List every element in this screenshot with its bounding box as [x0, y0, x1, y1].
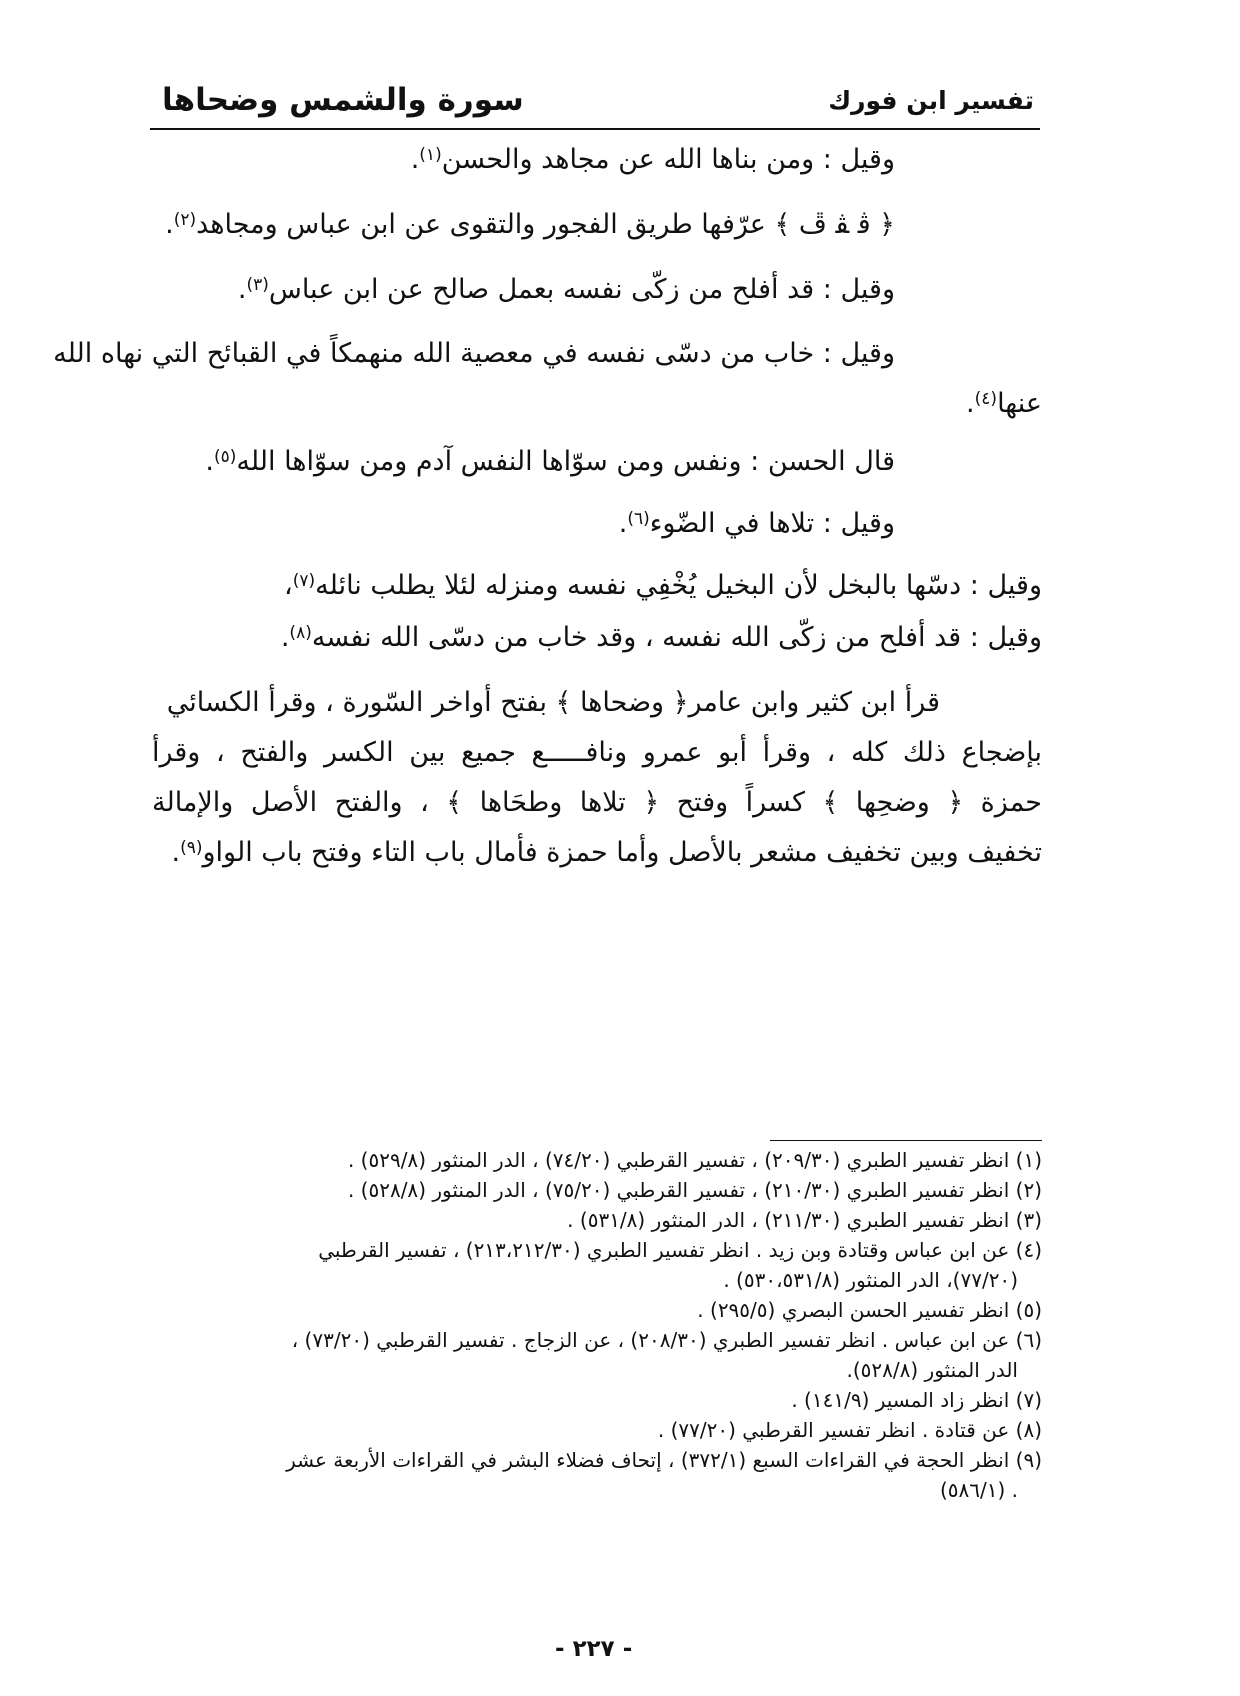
footnote-marker: (٩) [180, 838, 203, 858]
body-line: عنها$^{(٤)}$. [966, 388, 1042, 419]
footnote: (١) انظر تفسير الطبري (٢٠٩/٣٠) ، تفسير القرطبي (٧٤/٢٠) ، الدر المنثور (٥٢٩/٨) . [347, 1148, 1042, 1172]
body-line: وقيل : ومن بناها الله عن مجاهد والحسن$^{(١)}$. [410, 144, 895, 175]
body-line: ﴿ ﭬ ﭭ ﭮ ﴾ عرّفها طريق الفجور والتقوى عن ابن عباس ومجاهد$^{(٢)}$. [165, 209, 895, 240]
page-number: - ٢٢٧ - [555, 1636, 633, 1662]
body-line: وقيل : دسّها بالبخل لأن البخيل يُخْفِي نفسه ومنزله لئلا يطلب نائله$^{(٧)}$، [284, 570, 1042, 601]
footnote: (٧) انظر زاد المسير (١٤١/٩) . [791, 1388, 1042, 1412]
footnote: (٢) انظر تفسير الطبري (٢١٠/٣٠) ، تفسير القرطبي (٧٥/٢٠) ، الدر المنثور (٥٢٨/٨) . [347, 1178, 1042, 1202]
footnote-marker: (٢) [173, 210, 197, 230]
footnote: (٨) عن قتادة . انظر تفسير القرطبي (٧٧/٢٠) . [657, 1418, 1042, 1442]
body-line: حمزة ﴿ وضحِها ﴾ كسراً وفتح ﴿ تلاها وطحَاها ﴾ ، والفتح الأصل والإمالة [152, 787, 1042, 818]
body-line: وقيل : قد أفلح من زكّى الله نفسه ، وقد خاب من دسّى الله نفسه$^{(٨)}$. [280, 622, 1042, 653]
footnote-marker: (٨) [289, 623, 312, 643]
footnote-continuation: (٧٧/٢٠)، الدر المنثور (٥٣٠،٥٣١/٨) . [723, 1268, 1018, 1292]
footnote-marker: (١) [419, 145, 442, 165]
footnote-marker: (٣) [246, 275, 269, 295]
footnote: (٤) عن ابن عباس وقتادة وبن زيد . انظر تفسير الطبري (٢١٣،٢١٢/٣٠) ، تفسير القرطبي [318, 1238, 1042, 1262]
footnote-marker: (٦) [627, 509, 650, 529]
footnote-marker: (٧) [292, 571, 316, 591]
footnote-marker: (٤) [974, 389, 998, 409]
running-header [150, 78, 1040, 130]
body-line: قال الحسن : ونفس ومن سوّاها النفس آدم ومن سوّاها الله$^{(٥)}$. [205, 446, 895, 477]
body-line: بإضجاع ذلك كله ، وقرأ أبو عمرو ونافـــــع جميع بين الكسر والفتح ، وقرأ [152, 737, 1042, 768]
surah-title: سورة والشمس وضحاها [162, 82, 524, 118]
footnote-separator [770, 1140, 1042, 1141]
footnote: (٥) انظر تفسير الحسن البصري (٢٩٥/٥) . [697, 1298, 1042, 1322]
body-line: قرأ ابن كثير وابن عامر﴿ وضحاها ﴾ بفتح أواخر السّورة ، وقرأ الكسائي [166, 687, 940, 718]
body-line: وقيل : خاب من دسّى نفسه في معصية الله منهمكاً في القبائح التي نهاه الله [53, 338, 895, 369]
footnote: (٦) عن ابن عباس . انظر تفسير الطبري (٢٠٨/٣٠) ، عن الزجاج . تفسير القرطبي (٧٣/٢٠) ، [291, 1328, 1042, 1352]
body-line: وقيل : قد أفلح من زكّى نفسه بعمل صالح عن ابن عباس$^{(٣)}$. [237, 274, 895, 305]
footnote-continuation: . (٥٨٦/١) [939, 1478, 1018, 1502]
footnote-marker: (٥) [213, 447, 237, 467]
footnote: (٣) انظر تفسير الطبري (٢١١/٣٠) ، الدر المنثور (٥٣١/٨) . [567, 1208, 1042, 1232]
book-title: تفسير ابن فورك [828, 86, 1034, 115]
footnote: (٩) انظر الحجة في القراءات السبع (٣٧٢/١) ، إتحاف فضلاء البشر في القراءات الأربعة عشر [286, 1448, 1042, 1472]
body-line: تخفيف وبين تخفيف مشعر بالأصل وأما حمزة فأمال باب التاء وفتح باب الواو$^{(٩)}$. [171, 837, 1042, 868]
footnote-continuation: الدر المنثور (٥٢٨/٨). [846, 1358, 1018, 1382]
body-line: وقيل : تلاها في الضّوء$^{(٦)}$. [618, 508, 895, 539]
